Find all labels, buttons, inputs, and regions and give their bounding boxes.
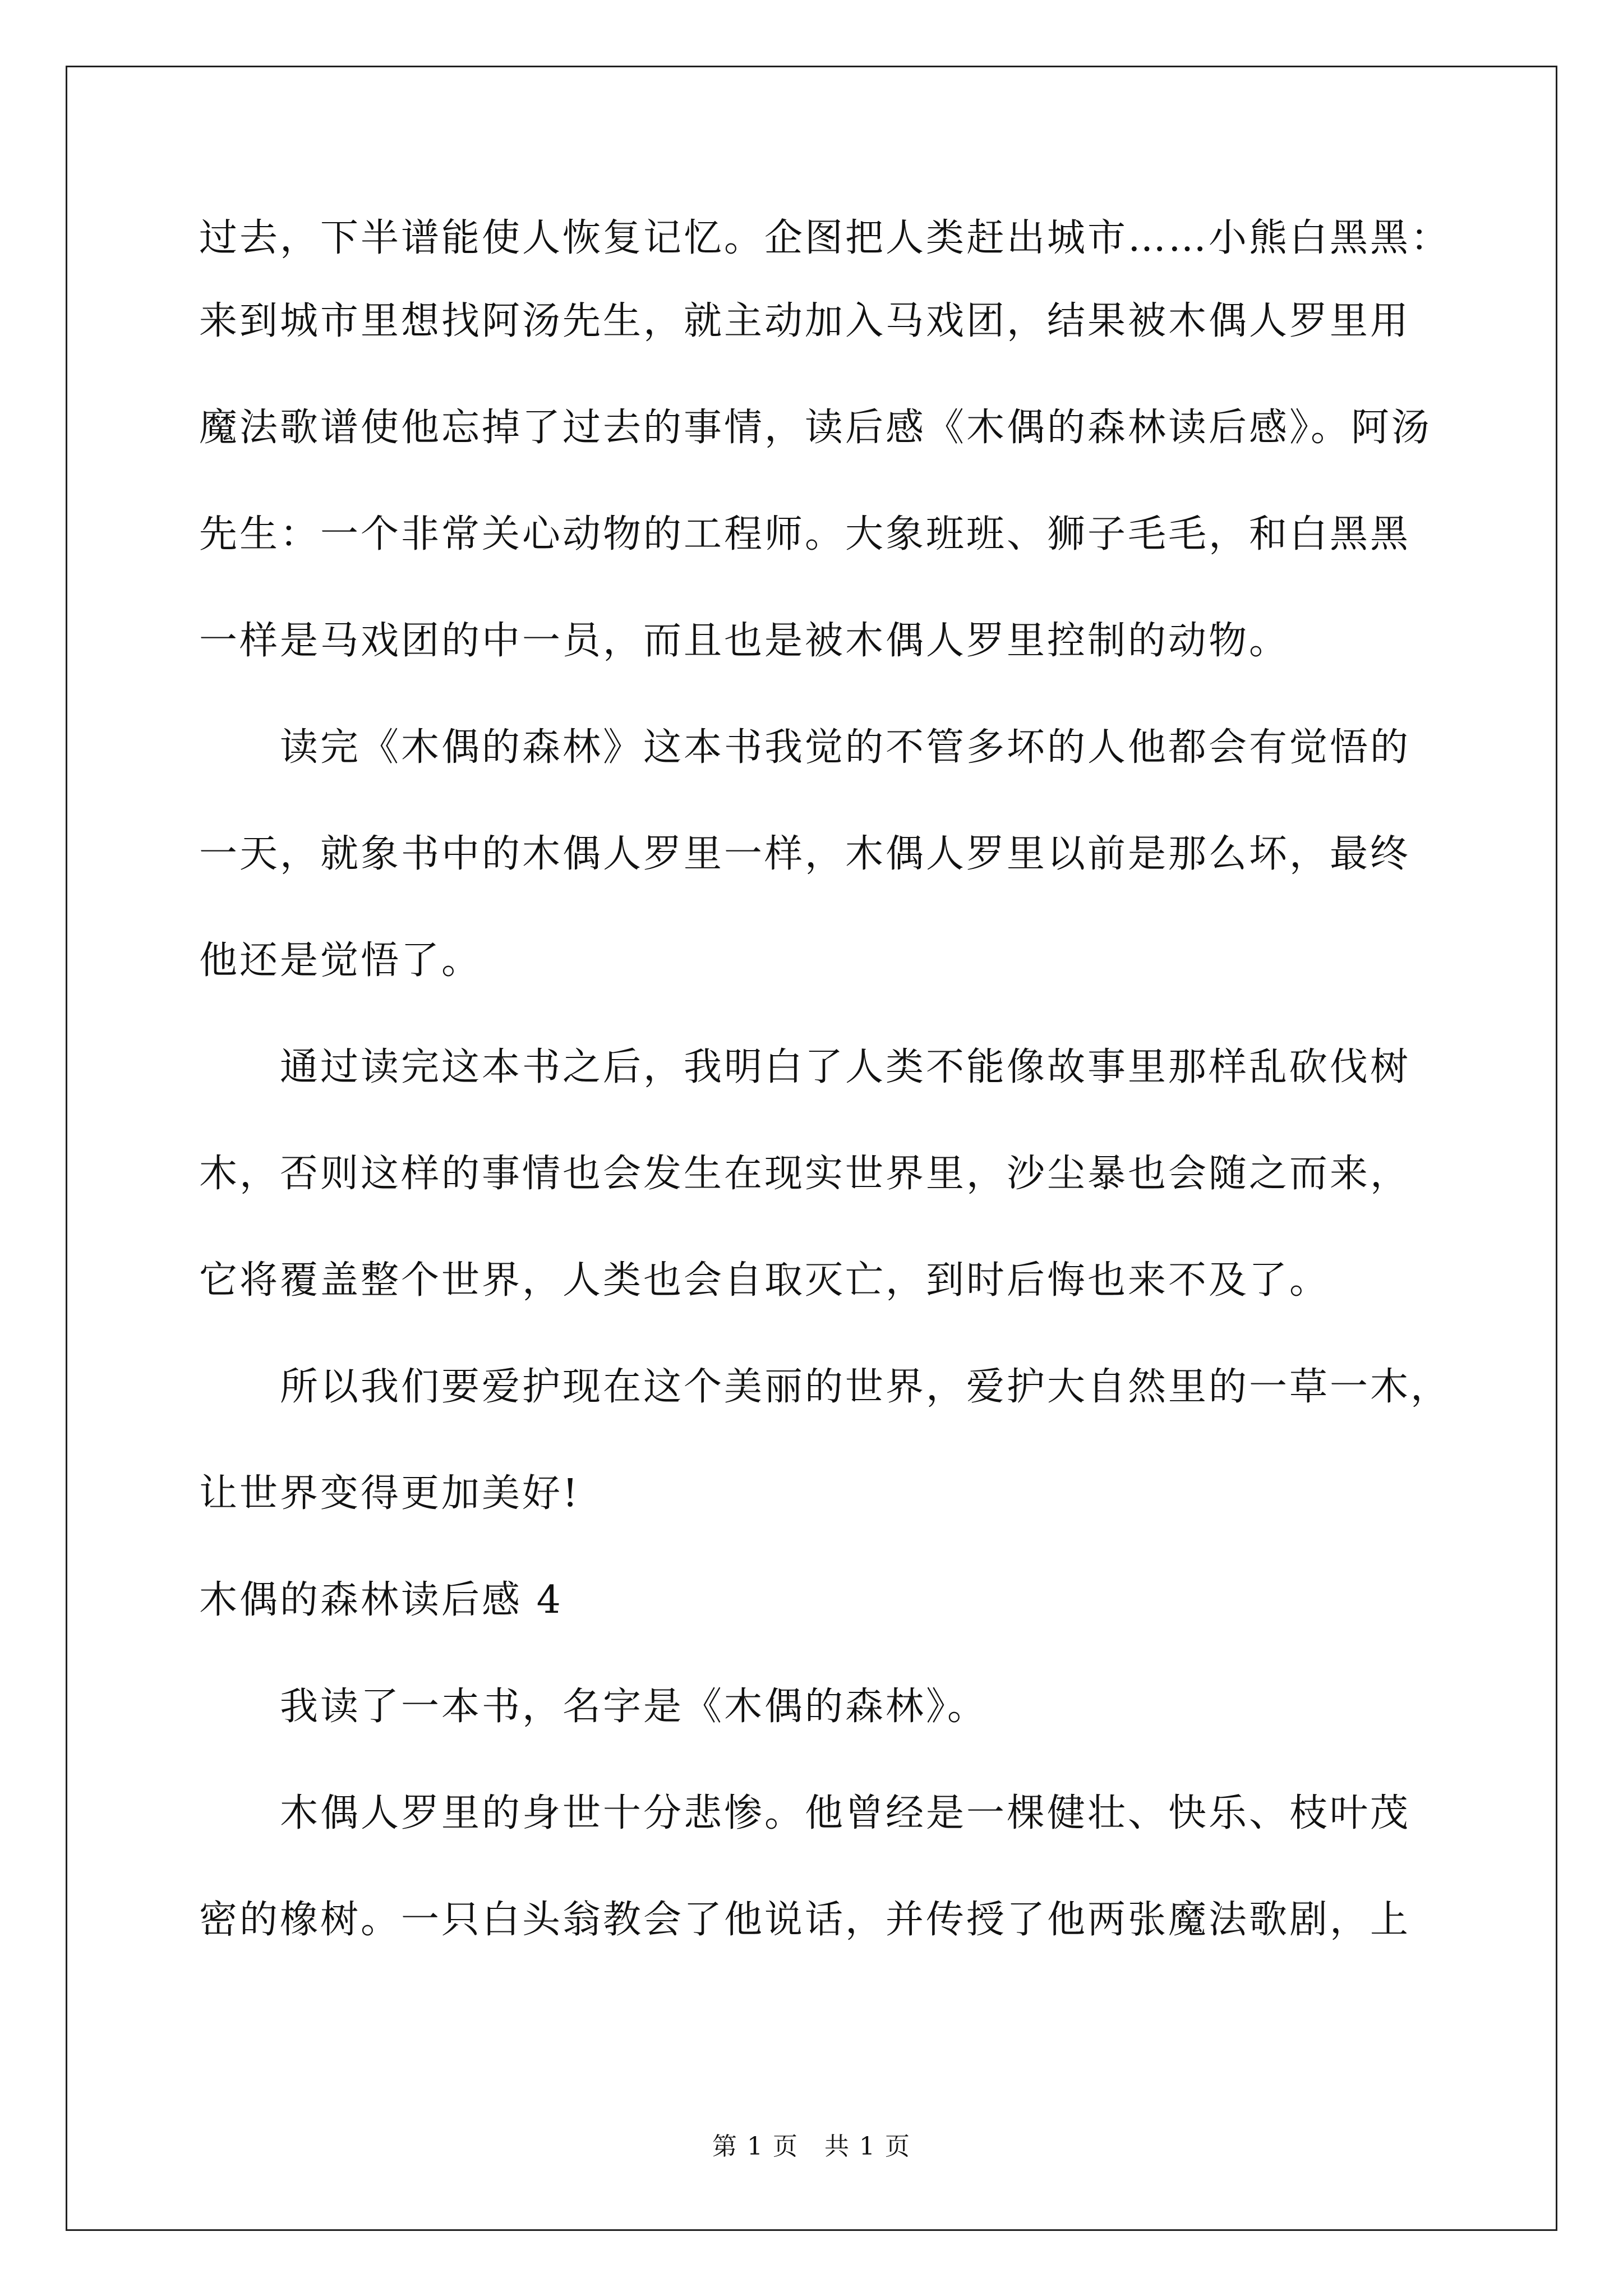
text-line: 让世界变得更加美好! xyxy=(199,1471,580,1516)
text-line: 魔法歌谱使他忘掉了过去的事情，读后感《木偶的森林读后感》。阿汤 xyxy=(199,406,1432,450)
text-line: 过去，下半谱能使人恢复记忆。企图把人类赶出城市……小熊白黑黑： xyxy=(199,216,1451,260)
paragraph-first-line: 所以我们要爱护现在这个美丽的世界，爱护大自然里的一草一木， xyxy=(280,1365,1451,1409)
paragraph-first-line: 我读了一本书，名字是《木偶的森林》。 xyxy=(280,1685,988,1729)
text-line: 它将覆盖整个世界，人类也会自取灭亡，到时后悔也来不及了。 xyxy=(199,1258,1330,1303)
text-line: 他还是觉悟了。 xyxy=(199,938,482,983)
text-line: 木，否则这样的事情也会发生在现实世界里，沙尘暴也会随之而来， xyxy=(199,1152,1411,1196)
paragraph-first-line: 木偶人罗里的身世十分悲惨。他曾经是一棵健壮、快乐、枝叶茂 xyxy=(280,1791,1411,1835)
paragraph-first-line: 通过读完这本书之后，我明白了人类不能像故事里那样乱砍伐树 xyxy=(280,1045,1411,1089)
text-line: 先生：一个非常关心动物的工程师。大象班班、狮子毛毛，和白黑黑 xyxy=(199,512,1411,556)
page-footer: 第 1 页 共 1 页 xyxy=(712,2132,911,2161)
text-line: 一天，就象书中的木偶人罗里一样，木偶人罗里以前是那么坏，最终 xyxy=(199,832,1411,876)
text-line: 密的橡树。一只白头翁教会了他说话，并传授了他两张魔法歌剧，上 xyxy=(199,1898,1411,1942)
text-line: 来到城市里想找阿汤先生，就主动加入马戏团，结果被木偶人罗里用 xyxy=(199,299,1411,343)
section-heading: 木偶的森林读后感 4 xyxy=(199,1578,563,1622)
document-body xyxy=(199,209,1451,1973)
paragraph-first-line: 读完《木偶的森林》这本书我觉的不管多坏的人他都会有觉悟的 xyxy=(280,725,1411,770)
text-line: 一样是马戏团的中一员，而且也是被木偶人罗里控制的动物。 xyxy=(199,619,1290,663)
